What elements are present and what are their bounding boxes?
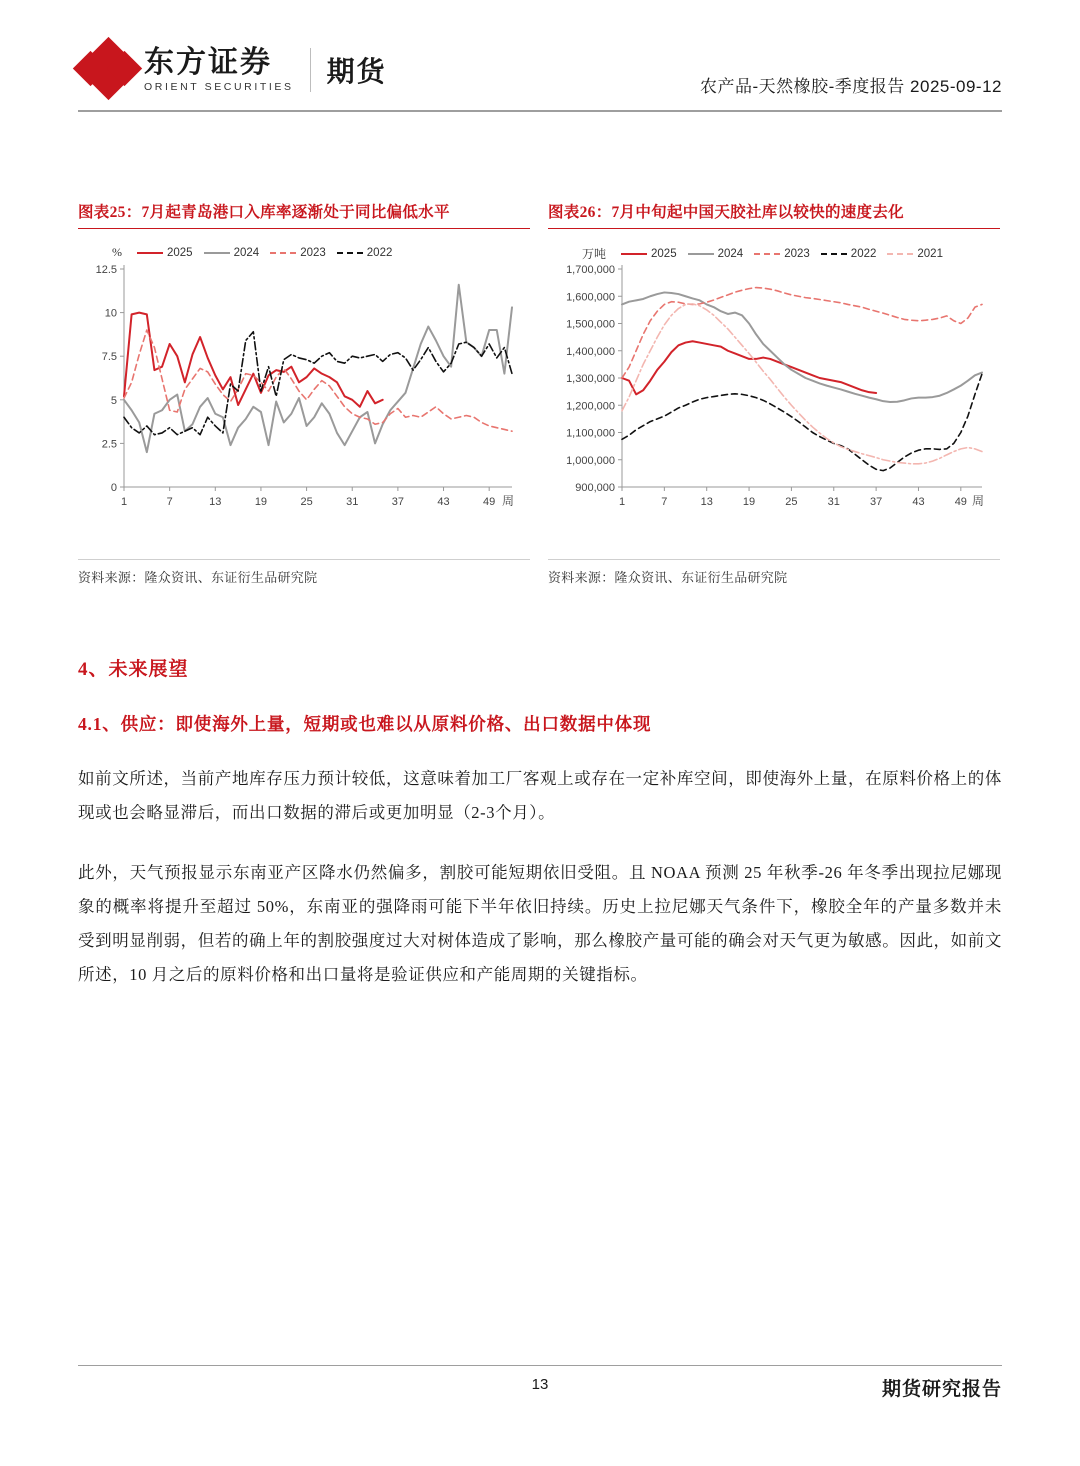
svg-text:7: 7 xyxy=(166,496,173,508)
svg-text:13: 13 xyxy=(209,496,222,508)
page-footer xyxy=(78,1365,1002,1405)
figure-25-unit: % xyxy=(112,245,122,259)
svg-text:1,000,000: 1,000,000 xyxy=(566,454,615,467)
legend-item-2021 xyxy=(887,248,943,260)
legend-label-2025: 2025 xyxy=(167,246,193,259)
figure-row xyxy=(78,200,1002,586)
legend-item-2025 xyxy=(137,247,193,259)
svg-text:周: 周 xyxy=(501,494,514,508)
svg-text:1,600,000: 1,600,000 xyxy=(566,291,615,304)
svg-text:1,300,000: 1,300,000 xyxy=(566,373,615,385)
report-meta: 农产品-天然橡胶-季度报告 2025-09-12 xyxy=(699,77,1002,96)
svg-text:49: 49 xyxy=(483,496,496,508)
svg-text:5: 5 xyxy=(110,394,117,407)
legend-label-2024: 2024 xyxy=(717,247,744,260)
logo-divider xyxy=(310,48,311,92)
svg-text:900,000: 900,000 xyxy=(575,482,615,494)
figure-26-unit: 万吨 xyxy=(582,247,607,261)
legend-swatch-2022 xyxy=(337,252,363,254)
page-number: 13 xyxy=(531,1376,549,1393)
figure-26 xyxy=(548,200,1000,586)
svg-text:49: 49 xyxy=(954,496,967,508)
figure-26-source: 资料来源：隆众资讯、东证衍生品研究院 xyxy=(548,570,788,585)
svg-text:12.5: 12.5 xyxy=(95,264,117,276)
figure-25-chart xyxy=(78,229,530,529)
legend-item-2025 xyxy=(621,248,677,260)
footer-label: 期货研究报告 xyxy=(881,1379,1002,1400)
figure-26-chart xyxy=(548,229,1000,529)
figure-25 xyxy=(78,200,530,586)
figure-26-legend xyxy=(582,245,996,262)
svg-text:31: 31 xyxy=(827,496,840,508)
section-heading-1: 4、未来展望 xyxy=(78,659,189,680)
legend-swatch-2024 xyxy=(204,252,230,254)
paragraph-1: 如前文所述，当前产地库存压力预计较低，这意味着加工厂客观上或存在一定补库空间，即使海外上量，在原料价格上的体现或也会略显滞后，而出口数据的滞后或更加明显（2-3个月）。 xyxy=(78,769,1002,822)
legend-label-2022: 2022 xyxy=(366,246,393,259)
legend-swatch-2025 xyxy=(137,252,163,254)
logo-division: 期货 xyxy=(326,57,387,88)
svg-text:1,700,000: 1,700,000 xyxy=(566,264,615,276)
svg-text:2.5: 2.5 xyxy=(101,438,117,451)
svg-text:43: 43 xyxy=(912,496,925,508)
legend-item-2024 xyxy=(688,248,744,260)
svg-text:1,400,000: 1,400,000 xyxy=(566,345,615,358)
legend-label-2021: 2021 xyxy=(917,247,943,260)
svg-text:37: 37 xyxy=(391,496,405,508)
figure-26-title: 图表26：7月中旬起中国天胶社库以较快的速度去化 xyxy=(548,200,1000,229)
legend-swatch-2023 xyxy=(754,253,780,255)
logo-name-cn: 东方证券 xyxy=(144,46,272,79)
figure-25-body xyxy=(78,229,530,560)
legend-item-2023 xyxy=(754,248,810,260)
svg-text:13: 13 xyxy=(700,496,713,508)
figure-25-legend xyxy=(112,245,526,260)
legend-swatch-2025 xyxy=(621,253,647,255)
paragraph-2: 此外，天气预报显示东南亚产区降水仍然偏多，割胶可能短期依旧受阻。且 NOAA 预测 25 年秋季-26 年冬季出现拉尼娜现象的概率将提升至超过 50%，东南亚的强降雨可能下半年依旧持续。历史上拉尼娜天气条件下，橡胶全年的产量多数并未受到明显削弱，但若的确上年的割胶强度过大对树体造成了影响，那么橡胶产量可能的确会对天气更为敏感。因此，如前文所述，10 月之后的原料价格和出口量将是验证供应和产能周期的关键指标。 xyxy=(78,863,1002,984)
header-rule xyxy=(78,110,1002,112)
figure-25-source: 资料来源：隆众资讯、东证衍生品研究院 xyxy=(78,570,318,585)
svg-text:37: 37 xyxy=(869,496,883,508)
legend-swatch-2021 xyxy=(887,253,913,255)
legend-item-2022 xyxy=(337,247,393,259)
section-heading-2: 4.1、供应：即使海外上量，短期或也难以从原料价格、出口数据中体现 xyxy=(78,714,652,734)
page-header xyxy=(78,0,1002,138)
svg-text:1,200,000: 1,200,000 xyxy=(566,400,615,413)
svg-text:25: 25 xyxy=(300,496,313,508)
orient-securities-logo-icon xyxy=(78,42,134,98)
svg-text:1,100,000: 1,100,000 xyxy=(566,427,615,440)
logo-name-en: ORIENT SECURITIES xyxy=(144,81,294,93)
legend-swatch-2024 xyxy=(688,253,714,255)
svg-text:10: 10 xyxy=(104,307,117,320)
legend-label-2022: 2022 xyxy=(850,247,877,260)
footer-rule xyxy=(78,1365,1002,1367)
figure-25-title: 图表25：7月起青岛港口入库率逐渐处于同比偏低水平 xyxy=(78,200,530,229)
svg-text:7.5: 7.5 xyxy=(101,351,117,364)
legend-item-2022 xyxy=(821,248,877,260)
svg-text:1: 1 xyxy=(618,496,626,508)
svg-text:周: 周 xyxy=(971,494,984,508)
svg-text:43: 43 xyxy=(437,496,450,508)
figure-26-body xyxy=(548,229,1000,560)
legend-swatch-2023 xyxy=(270,252,296,254)
svg-text:1: 1 xyxy=(120,496,128,508)
svg-text:19: 19 xyxy=(254,496,268,508)
legend-label-2024: 2024 xyxy=(233,246,260,259)
svg-text:19: 19 xyxy=(742,496,756,508)
legend-label-2023: 2023 xyxy=(300,246,326,259)
legend-item-2024 xyxy=(204,247,260,259)
legend-label-2023: 2023 xyxy=(784,247,810,260)
logo-text xyxy=(144,46,294,94)
legend-label-2025: 2025 xyxy=(651,247,677,260)
svg-text:25: 25 xyxy=(785,496,798,508)
svg-text:7: 7 xyxy=(661,496,668,508)
svg-text:1,500,000: 1,500,000 xyxy=(566,318,615,331)
svg-text:31: 31 xyxy=(346,496,359,508)
legend-item-2023 xyxy=(270,247,326,259)
legend-swatch-2022 xyxy=(821,253,847,255)
svg-text:0: 0 xyxy=(110,482,117,494)
